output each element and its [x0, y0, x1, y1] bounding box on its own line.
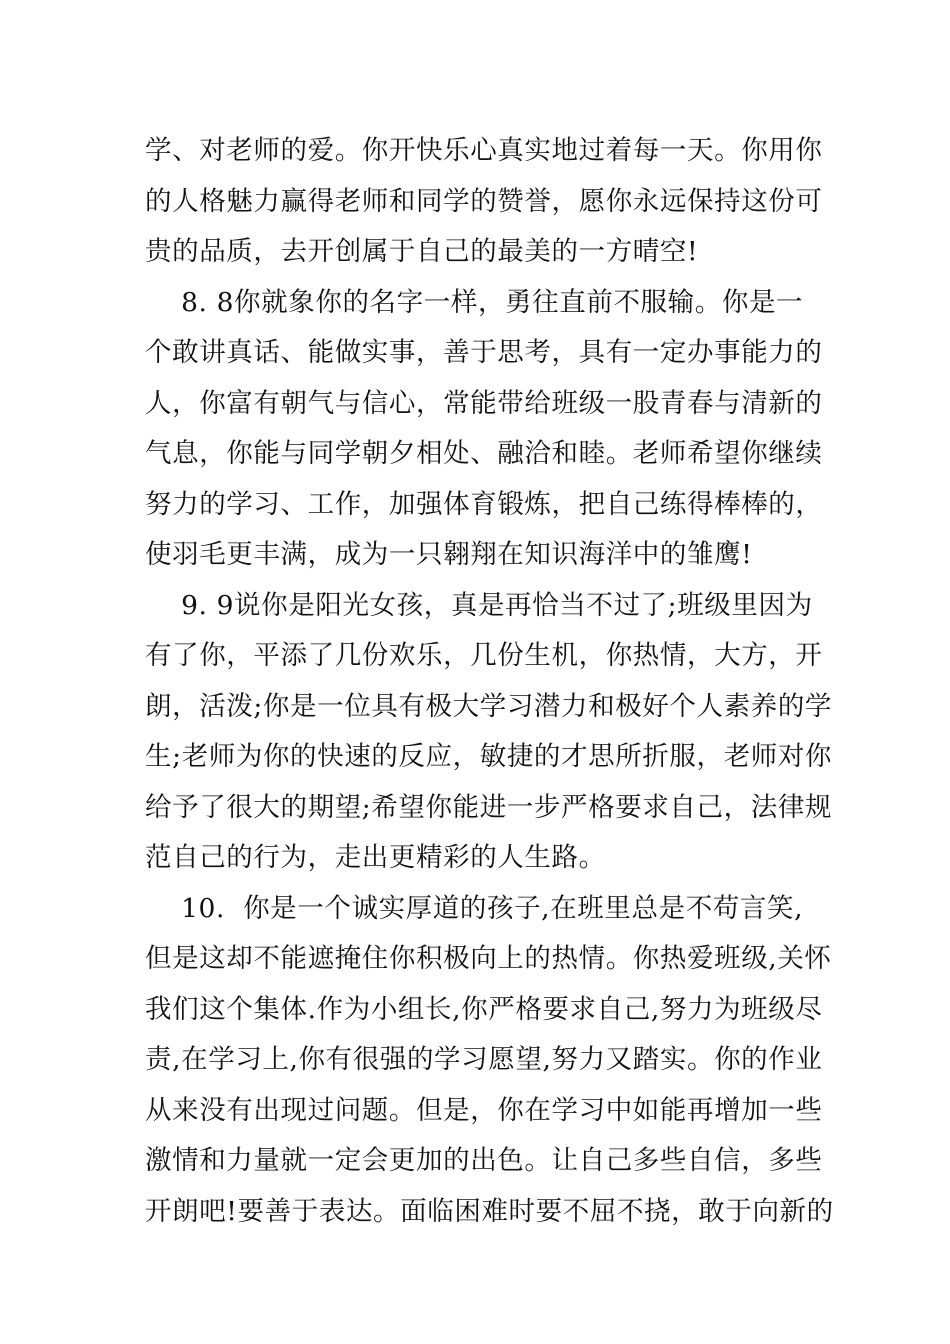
text-line: 从来没有出现过问题。但是，你在学习中如能再增加一些 — [145, 1094, 823, 1126]
paragraph-9-start: 9. 9说你是阳光女孩，真是再恰当不过了;班级里因为 — [145, 589, 813, 621]
text-line: 朗，活泼;你是一位具有极大学习潜力和极好个人素养的学 — [145, 690, 833, 722]
text-line: 气息，你能与同学朝夕相处、融洽和睦。老师希望你继续 — [145, 438, 823, 469]
text-line: 责,在学习上,你有很强的学习愿望,努力又踏实。你的作业 — [145, 1044, 823, 1075]
paragraph-8-start: 8. 8你就象你的名字一样，勇往直前不服输。你是一 — [145, 286, 804, 318]
text-line: 我们这个集体.作为小组长,你严格要求自己,努力为班级尽 — [145, 993, 823, 1025]
text-line: 学、对老师的爱。你开快乐心真实地过着每一天。你用你 — [145, 135, 823, 166]
text-line: 给予了很大的期望;希望你能进一步严格要求自己，法律规 — [145, 791, 833, 823]
text-line: 有了你，平添了几份欢乐，几份生机，你热情，大方，开 — [145, 640, 823, 671]
text-line: 人，你富有朝气与信心，常能带给班级一股青春与清新的 — [145, 387, 823, 419]
text-line: 范自己的行为，走出更精彩的人生路。 — [145, 842, 606, 873]
paragraph-10-start: 10. 你是一个诚实厚道的孩子,在班里总是不苟言笑, — [145, 892, 804, 924]
text-line: 但是这却不能遮掩住你积极向上的热情。你热爱班级,关怀 — [145, 943, 832, 974]
text-line: 使羽毛更丰满，成为一只翱翔在知识海洋中的雏鹰! — [145, 539, 753, 570]
text-line: 努力的学习、工作，加强体育锻炼，把自己练得棒棒的， — [145, 488, 823, 520]
text-line: 生;老师为你的快速的反应，敏捷的才思所折服，老师对你 — [145, 741, 833, 772]
text-line: 贵的品质，去开创属于自己的最美的一方晴空! — [145, 236, 699, 267]
body-text — [145, 126, 834, 1237]
text-line: 开朗吧!要善于表达。面临困难时要不屈不挠，敢于向新的 — [145, 1195, 834, 1227]
text-line: 个敢讲真话、能做实事，善于思考，具有一定办事能力的 — [145, 337, 823, 368]
text-line: 的人格魅力赢得老师和同学的赞誉，愿你永远保持这份可 — [145, 185, 823, 217]
text-line: 激情和力量就一定会更加的出色。让自己多些自信，多些 — [145, 1145, 823, 1176]
